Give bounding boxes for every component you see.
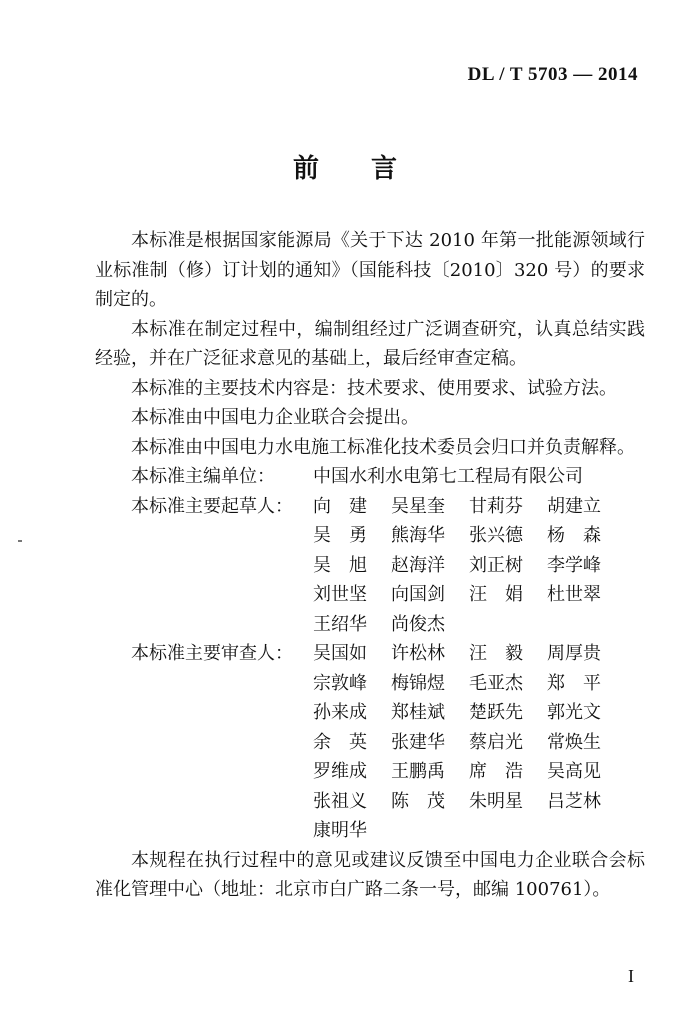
name-cell: 毛亚杰	[469, 672, 523, 694]
name-cell: 蔡启光	[469, 731, 523, 753]
name-row	[95, 698, 645, 728]
name-cell: 吴高见	[547, 761, 601, 782]
name-cell: 周厚贵	[547, 643, 601, 664]
name-cell: 王绍华	[313, 613, 367, 635]
name-cell: 王鹏禹	[391, 761, 445, 782]
name-cell: 朱明星	[469, 790, 523, 812]
name-cell: 宗敦峰	[313, 672, 367, 694]
name-row	[95, 639, 645, 669]
name-cell: 胡建立	[547, 495, 601, 517]
name-cell: 常焕生	[547, 731, 601, 753]
name-row	[95, 521, 645, 551]
name-cell: 张祖义	[313, 790, 367, 812]
name-cell: 刘世坚	[313, 584, 367, 605]
name-cell: 陈 茂	[391, 790, 445, 812]
name-cell: 甘莉芬	[469, 495, 523, 517]
name-cell: 吴星奎	[391, 495, 445, 517]
name-cell: 李学峰	[547, 554, 601, 576]
name-row	[95, 669, 645, 699]
name-cell: 杜世翠	[547, 584, 601, 605]
name-cell: 尚俊杰	[391, 613, 445, 635]
name-cell: 向 建	[313, 495, 367, 517]
name-cell: 张兴德	[469, 525, 523, 546]
editor-label: 本标准主编单位：	[131, 466, 275, 487]
closing-paragraph: 本规程在执行过程中的意见或建议反馈至中国电力企业联合会标准化管理中心（地址：北京市白广路二条一号，邮编 100761）。	[95, 849, 645, 900]
name-cell: 赵海洋	[391, 554, 445, 576]
name-cell: 郭光文	[547, 702, 601, 723]
name-cell: 吴国如	[313, 643, 367, 664]
name-row	[95, 757, 645, 787]
editor-value: 中国水利水电第七工程局有限公司	[313, 466, 583, 487]
paragraph: 本标准是根据国家能源局《关于下达 2010 年第一批能源领域行业标准制（修）订计划的通知》（国能科技〔2010〕320 号）的要求制定的。	[95, 230, 645, 310]
name-row	[95, 551, 645, 581]
name-cell: 汪 毅	[469, 643, 523, 664]
name-row	[95, 610, 645, 640]
editor-row	[95, 462, 645, 492]
name-cell: 许松林	[391, 643, 445, 664]
name-cell: 刘正树	[469, 554, 523, 576]
page-title: 前言	[292, 154, 449, 184]
name-cell: 席 浩	[469, 761, 523, 782]
name-row	[95, 492, 645, 522]
name-cell: 楚跃先	[469, 702, 523, 723]
scan-speck	[18, 540, 22, 542]
document-body	[95, 226, 645, 905]
name-cell: 向国剑	[391, 584, 445, 605]
name-cell: 康明华	[313, 820, 367, 841]
name-cell: 吴 勇	[313, 525, 367, 546]
paragraph: 本标准在制定过程中，编制组经过广泛调查研究，认真总结实践经验，并在广泛征求意见的基础上，最后经审查定稿。	[95, 318, 645, 369]
paragraph: 本标准的主要技术内容是：技术要求、使用要求、试验方法。	[131, 377, 617, 399]
name-cell: 熊海华	[391, 525, 445, 546]
name-cell: 余 英	[313, 731, 367, 753]
drafters-label: 本标准主要起草人：	[131, 495, 293, 517]
drafters-section	[95, 492, 645, 640]
name-cell: 张建华	[391, 731, 445, 753]
name-row	[95, 816, 645, 846]
page-number: I	[628, 966, 634, 986]
name-row	[95, 787, 645, 817]
name-cell: 梅锦煜	[391, 672, 445, 694]
paragraph: 本标准由中国电力企业联合会提出。	[131, 407, 419, 428]
name-cell: 吴 旭	[313, 554, 367, 576]
name-cell: 罗维成	[313, 761, 367, 782]
reviewers-section	[95, 639, 645, 846]
reviewers-label: 本标准主要审查人：	[131, 643, 293, 664]
name-cell: 孙来成	[313, 702, 367, 723]
page-header-code: DL / T 5703 — 2014	[467, 64, 638, 85]
name-row	[95, 580, 645, 610]
name-row	[95, 728, 645, 758]
name-cell: 郑 平	[547, 672, 601, 694]
name-cell: 汪 娟	[469, 584, 523, 605]
name-cell: 郑桂斌	[391, 702, 445, 723]
name-cell: 杨 森	[547, 525, 601, 546]
paragraph: 本标准由中国电力水电施工标准化技术委员会归口并负责解释。	[131, 436, 635, 458]
name-cell: 吕芝林	[547, 790, 601, 812]
